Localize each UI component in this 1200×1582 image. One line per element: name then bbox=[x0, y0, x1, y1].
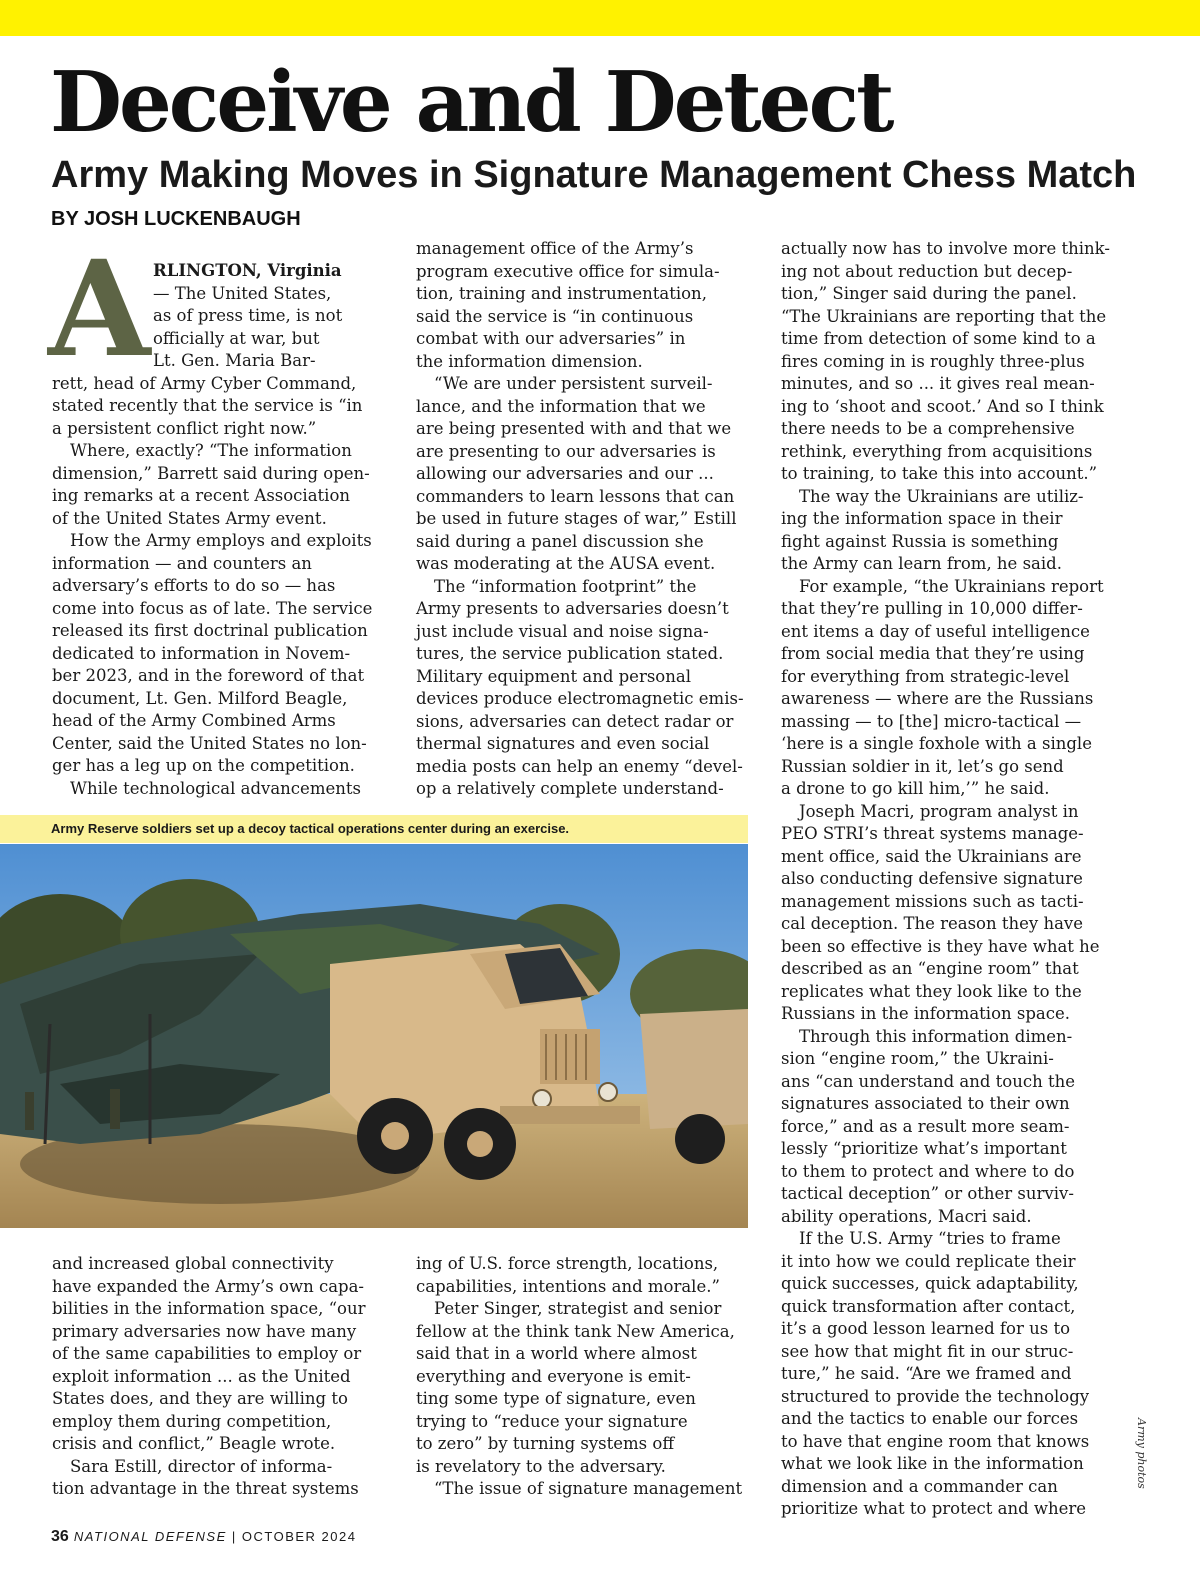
text-line: prioritize what to protect and where bbox=[781, 1499, 1087, 1518]
text-line: a drone to go kill him,’” he said. bbox=[781, 779, 1050, 798]
text-line: there needs to be a comprehensive bbox=[781, 419, 1075, 438]
text-line: to zero” by turning systems off bbox=[416, 1434, 675, 1453]
text-line: Russian soldier in it, let’s go send bbox=[781, 756, 1064, 776]
text-line: that they’re pulling in 10,000 differ- bbox=[781, 599, 1083, 618]
text-line: adversary’s efforts to do so — has bbox=[52, 576, 336, 595]
text-line: it into how we could replicate their bbox=[781, 1251, 1076, 1271]
text-line: Joseph Macri, program analyst in bbox=[799, 801, 1079, 821]
text-line: dimension and a commander can bbox=[781, 1476, 1058, 1496]
text-line: tures, the service publication stated. bbox=[416, 644, 724, 663]
text-line: said the service is “in continuous bbox=[416, 306, 694, 326]
text-line: massing — to [the] micro-tactical — bbox=[781, 711, 1082, 731]
text-line: ting some type of signature, even bbox=[416, 1389, 696, 1408]
text-line: While technological advancements bbox=[70, 778, 361, 798]
text-line: minutes, and so ... it gives real mean- bbox=[781, 374, 1095, 393]
text-line: tactical deception” or other surviv- bbox=[781, 1184, 1074, 1203]
text-line: dimension,” Barrett said during open- bbox=[52, 463, 370, 483]
text-line: is revelatory to the adversary. bbox=[416, 1456, 666, 1476]
text-line: head of the Army Combined Arms bbox=[52, 711, 336, 730]
text-line: lance, and the information that we bbox=[416, 396, 706, 416]
text-line: come into focus as of late. The service bbox=[52, 598, 373, 618]
text-line: tion,” Singer said during the panel. bbox=[781, 284, 1077, 303]
text-line: management missions such as tacti- bbox=[781, 891, 1084, 911]
text-line: cal deception. The reason they have bbox=[781, 914, 1083, 933]
text-line: time from detection of some kind to a bbox=[781, 329, 1096, 348]
text-line: fight against Russia is something bbox=[781, 531, 1059, 551]
photo-credit: Army photos bbox=[1135, 1418, 1148, 1489]
photo-decoy-operations-center bbox=[0, 844, 748, 1228]
text-line: have expanded the Army’s own capa- bbox=[52, 1276, 365, 1296]
text-line: Military equipment and personal bbox=[416, 666, 691, 686]
text-line: to training, to take this into account.” bbox=[781, 464, 1098, 483]
text-line: the Army can learn from, he said. bbox=[781, 554, 1062, 573]
text-line: and increased global connectivity bbox=[52, 1254, 334, 1273]
text-line: The “information footprint” the bbox=[434, 576, 697, 596]
text-line: document, Lt. Gen. Milford Beagle, bbox=[52, 688, 348, 708]
text-line: ent items a day of useful intelligence bbox=[781, 621, 1090, 641]
photo-caption: Army Reserve soldiers set up a decoy tactical operations center during an exercise. bbox=[0, 815, 748, 843]
text-line: exploit information ... as the United bbox=[52, 1366, 351, 1386]
text-line: said during a panel discussion she bbox=[416, 531, 704, 551]
text-line: dedicated to information in Novem- bbox=[52, 643, 351, 663]
text-line: as of press time, is not bbox=[153, 306, 343, 325]
text-line: a persistent conflict right now.” bbox=[52, 418, 317, 438]
text-line: information — and counters an bbox=[52, 553, 312, 573]
text-line: crisis and conflict,” Beagle wrote. bbox=[52, 1434, 336, 1453]
text-line: op a relatively complete understand- bbox=[416, 779, 724, 798]
text-line: also conducting defensive signature bbox=[781, 869, 1083, 888]
text-line: ing the information space in their bbox=[781, 509, 1063, 528]
text-line: Peter Singer, strategist and senior bbox=[434, 1299, 722, 1318]
text-line: How the Army employs and exploits bbox=[70, 531, 372, 550]
text-line: ing remarks at a recent Association bbox=[52, 486, 351, 505]
column-3 bbox=[781, 238, 1110, 1521]
text-line: force,” and as a result more seam- bbox=[781, 1116, 1070, 1136]
text-line: are being presented with and that we bbox=[416, 419, 732, 438]
text-line: ture,” he said. “Are we framed and bbox=[781, 1364, 1072, 1383]
text-line: sions, adversaries can detect radar or bbox=[416, 711, 734, 731]
issue-date: OCTOBER 2024 bbox=[241, 1529, 357, 1544]
text-line: see how that might fit in our struc- bbox=[781, 1341, 1074, 1361]
text-line: Lt. Gen. Maria Bar- bbox=[153, 351, 316, 370]
footer-separator: | bbox=[231, 1529, 237, 1544]
headline: Deceive and Detect bbox=[50, 53, 892, 151]
text-line: For example, “the Ukrainians report bbox=[799, 576, 1104, 596]
text-line: said that in a world where almost bbox=[416, 1344, 697, 1363]
text-line: be used in future stages of war,” Estill bbox=[416, 509, 737, 528]
page-number: 36 bbox=[51, 1528, 69, 1545]
text-line: just include visual and noise signa- bbox=[416, 621, 709, 641]
text-line: everything and everyone is emit- bbox=[416, 1366, 691, 1386]
text-line: rett, head of Army Cyber Command, bbox=[52, 373, 357, 393]
text-line: management office of the Army’s bbox=[416, 239, 694, 258]
text-line: If the U.S. Army “tries to frame bbox=[799, 1229, 1061, 1248]
text-line: “The issue of signature management bbox=[434, 1479, 743, 1498]
text-line: RLINGTON, Virginia bbox=[153, 261, 342, 280]
text-line: the information dimension. bbox=[416, 351, 643, 371]
text-line: combat with our adversaries” in bbox=[416, 329, 686, 348]
text-line: media posts can help an enemy “devel- bbox=[416, 756, 743, 776]
text-line: lessly “prioritize what’s important bbox=[781, 1139, 1067, 1158]
text-line: rethink, everything from acquisitions bbox=[781, 441, 1093, 461]
text-line: been so effective is they have what he bbox=[781, 936, 1100, 956]
text-line: commanders to learn lessons that can bbox=[416, 486, 735, 506]
text-line: employ them during competition, bbox=[52, 1411, 332, 1431]
text-line: ing not about reduction but decep- bbox=[781, 261, 1073, 281]
text-line: “The Ukrainians are reporting that the bbox=[781, 306, 1107, 326]
text-line: of the United States Army event. bbox=[52, 508, 327, 528]
text-line: ber 2023, and in the foreword of that bbox=[52, 666, 365, 685]
text-line: replicates what they look like to the bbox=[781, 981, 1082, 1001]
yellow-top-bar bbox=[0, 0, 1200, 36]
text-line: fellow at the think tank New America, bbox=[416, 1321, 735, 1341]
text-line: program executive office for simula- bbox=[416, 261, 720, 281]
text-line: Center, said the United States no lon- bbox=[52, 733, 367, 753]
text-line: devices produce electromagnetic emis- bbox=[416, 689, 744, 708]
text-line: primary adversaries now have many bbox=[52, 1321, 357, 1341]
text-line: States does, and they are willing to bbox=[52, 1389, 348, 1408]
text-line: officially at war, but bbox=[153, 328, 320, 348]
text-line: allowing our adversaries and our ... bbox=[416, 464, 714, 483]
byline: BY JOSH LUCKENBAUGH bbox=[51, 208, 301, 230]
text-line: to have that engine room that knows bbox=[781, 1431, 1090, 1451]
text-line: of the same capabilities to employ or bbox=[52, 1344, 362, 1363]
text-line: trying to “reduce your signature bbox=[416, 1411, 688, 1431]
text-line: fires coming in is roughly three-plus bbox=[781, 351, 1085, 371]
text-line: — The United States, bbox=[153, 283, 332, 303]
text-line: ing of U.S. force strength, locations, bbox=[416, 1254, 719, 1273]
column-1-bottom bbox=[52, 1253, 365, 1501]
text-line: for everything from strategic-level bbox=[781, 666, 1070, 686]
text-line: ment office, said the Ukrainians are bbox=[781, 846, 1082, 866]
text-line: quick transformation after contact, bbox=[781, 1296, 1076, 1316]
text-line: signatures associated to their own bbox=[781, 1094, 1070, 1113]
text-line: Army presents to adversaries doesn’t bbox=[416, 599, 729, 618]
text-line: PEO STRI’s threat systems manage- bbox=[781, 824, 1084, 843]
text-line: sion “engine room,” the Ukraini- bbox=[781, 1049, 1054, 1068]
text-line: to them to protect and where to do bbox=[781, 1161, 1075, 1181]
text-line: and the tactics to enable our forces bbox=[781, 1409, 1079, 1428]
text-line: thermal signatures and even social bbox=[416, 734, 710, 753]
text-line: actually now has to involve more think- bbox=[781, 239, 1110, 258]
text-line: Through this information dimen- bbox=[799, 1026, 1073, 1046]
text-line: released its first doctrinal publication bbox=[52, 621, 368, 640]
text-line: ans “can understand and touch the bbox=[781, 1071, 1075, 1091]
subheadline: Army Making Moves in Signature Management Chess Match bbox=[51, 154, 1137, 196]
text-line: ability operations, Macri said. bbox=[781, 1206, 1032, 1226]
text-line: tion, training and instrumentation, bbox=[416, 284, 707, 303]
column-2-top bbox=[416, 238, 744, 801]
magazine-name: NATIONAL DEFENSE bbox=[73, 1529, 227, 1544]
column-2-bottom bbox=[416, 1253, 742, 1501]
text-line: from social media that they’re using bbox=[781, 644, 1085, 663]
text-line: The way the Ukrainians are utiliz- bbox=[799, 486, 1084, 506]
text-line: are presenting to our adversaries is bbox=[416, 441, 716, 461]
text-line: tion advantage in the threat systems bbox=[52, 1479, 359, 1498]
text-line: bilities in the information space, “our bbox=[52, 1299, 366, 1318]
text-line: capabilities, intentions and morale.” bbox=[416, 1276, 720, 1296]
text-line: ger has a leg up on the competition. bbox=[52, 756, 355, 775]
text-line: quick successes, quick adaptability, bbox=[781, 1274, 1079, 1293]
page-footer bbox=[51, 1527, 356, 1547]
text-line: awareness — where are the Russians bbox=[781, 689, 1094, 708]
text-line: Sara Estill, director of informa- bbox=[70, 1456, 333, 1476]
text-line: Russians in the information space. bbox=[781, 1004, 1070, 1023]
text-line: ‘here is a single foxhole with a single bbox=[781, 734, 1092, 753]
text-line: Where, exactly? “The information bbox=[70, 441, 352, 460]
text-line: “We are under persistent surveil- bbox=[434, 374, 713, 393]
text-line: structured to provide the technology bbox=[781, 1386, 1090, 1406]
text-line: described as an “engine room” that bbox=[781, 959, 1079, 978]
text-line: it’s a good lesson learned for us to bbox=[781, 1319, 1071, 1338]
text-line: stated recently that the service is “in bbox=[52, 396, 363, 415]
column-1-top bbox=[52, 260, 372, 800]
text-line: was moderating at the AUSA event. bbox=[416, 554, 716, 573]
drop-cap: A bbox=[48, 232, 151, 387]
text-line: what we look like in the information bbox=[781, 1454, 1084, 1473]
text-line: ing to ‘shoot and scoot.’ And so I think bbox=[781, 396, 1104, 416]
